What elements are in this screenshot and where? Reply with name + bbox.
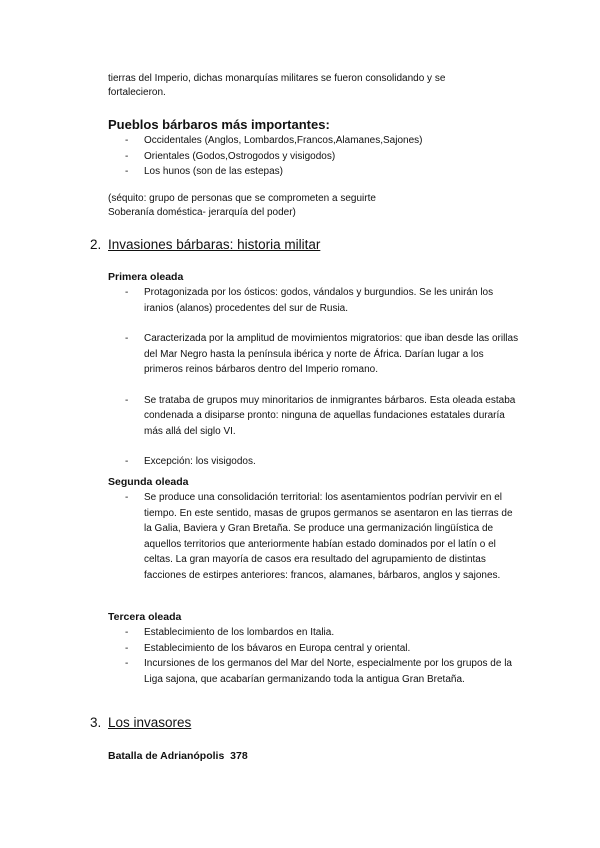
intro-paragraph [108,72,508,100]
pueblos-list [108,133,520,180]
primera-oleada-heading: Primera oleada [108,271,184,283]
list-item: - Los hunos (son de las estepas) [108,164,520,180]
segunda-oleada-list [108,490,520,583]
section-2-number: 2. [90,237,102,252]
primera-oleada-list [108,285,520,470]
note-line-1: (séquito: grupo de personas que se comprometen a seguirte [108,193,376,204]
list-item: - Occidentales (Anglos, Lombardos,Francos,Alamanes,Sajones) [108,133,520,149]
bullet-dash: - [125,456,129,467]
list-item: - Se produce una consolidación territorial: los asentamientos podrían pervivir en el tiempo. En este sentido, masas de grupos germanos se asentaron en las tierras de la Galia, Baviera y Gran Bretaña. Se produce una germanización lingüística de aquellos territorios que anteriormente habían estado dominados por el latín o el celtas. La gran mayoría de casos era resultado del agrupamiento de distintas facciones de estirpes anteriores: francos, alamanes, bárbaros, anglos y sajones. [125,492,513,581]
tercera-oleada-list [108,625,520,687]
note-line-2: Soberanía doméstica- jerarquía del poder) [108,207,296,218]
list-item: - Establecimiento de los bávaros en Europa central y oriental. [108,641,520,657]
section-3-number: 3. [90,715,102,730]
bullet-dash: - [125,492,129,503]
section-3-title: Los invasores [108,715,192,730]
section-2-heading [90,237,320,252]
bullet-dash: - [125,135,129,146]
bullet-dash: - [125,287,129,298]
bullet-dash: - [125,166,129,177]
pueblos-note [108,192,508,220]
tercera-oleada-heading: Tercera oleada [108,611,182,623]
list-item: - Incursiones de los germanos del Mar del Norte, especialmente por los grupos de la Liga sajona, que acabarían germanizando toda la antigua Gran Bretaña. [125,658,512,685]
bullet-dash: - [125,627,129,638]
intro-line-2: fortalecieron. [108,87,166,98]
intro-line-1: tierras del Imperio, dichas monarquías militares se fueron consolidando y se [108,73,446,84]
list-item: - Orientales (Godos,Ostrogodos y visigodos) [108,149,520,165]
bullet-dash: - [125,394,129,406]
pueblos-heading: Pueblos bárbaros más importantes: [108,117,330,132]
list-item: - Establecimiento de los lombardos en Italia. [108,625,520,641]
segunda-oleada-heading: Segunda oleada [108,476,189,488]
bullet-dash: - [125,658,129,669]
bullet-dash: - [125,642,129,654]
section-3-heading [90,715,191,730]
list-item: - Se trataba de grupos muy minoritarios de inmigrantes bárbaros. Esta oleada estaba condenada a disiparse pronto: ninguna de aquellas fundaciones estatales duraría más allá del siglo VI. [125,394,516,437]
bullet-dash: - [125,333,129,344]
list-item: - Protagonizada por los ósticos: godos, vándalos y burgundios. Se les unirán los iranios (alanos) procedentes del sur de Rusia. [125,287,494,314]
batalla-heading: Batalla de Adrianópolis 378 [108,750,248,762]
list-item: - Caracterizada por la amplitud de movimientos migratorios: que iban desde las orillas del Mar Negro hasta la península ibérica y norte de África. Darían lugar a los primeros reinos bárbaros dentro del Imperio romano. [125,333,519,375]
section-2-title: Invasiones bárbaras: historia militar [108,237,321,252]
list-item: - Excepción: los visigodos. [108,454,520,470]
bullet-dash: - [125,150,129,162]
